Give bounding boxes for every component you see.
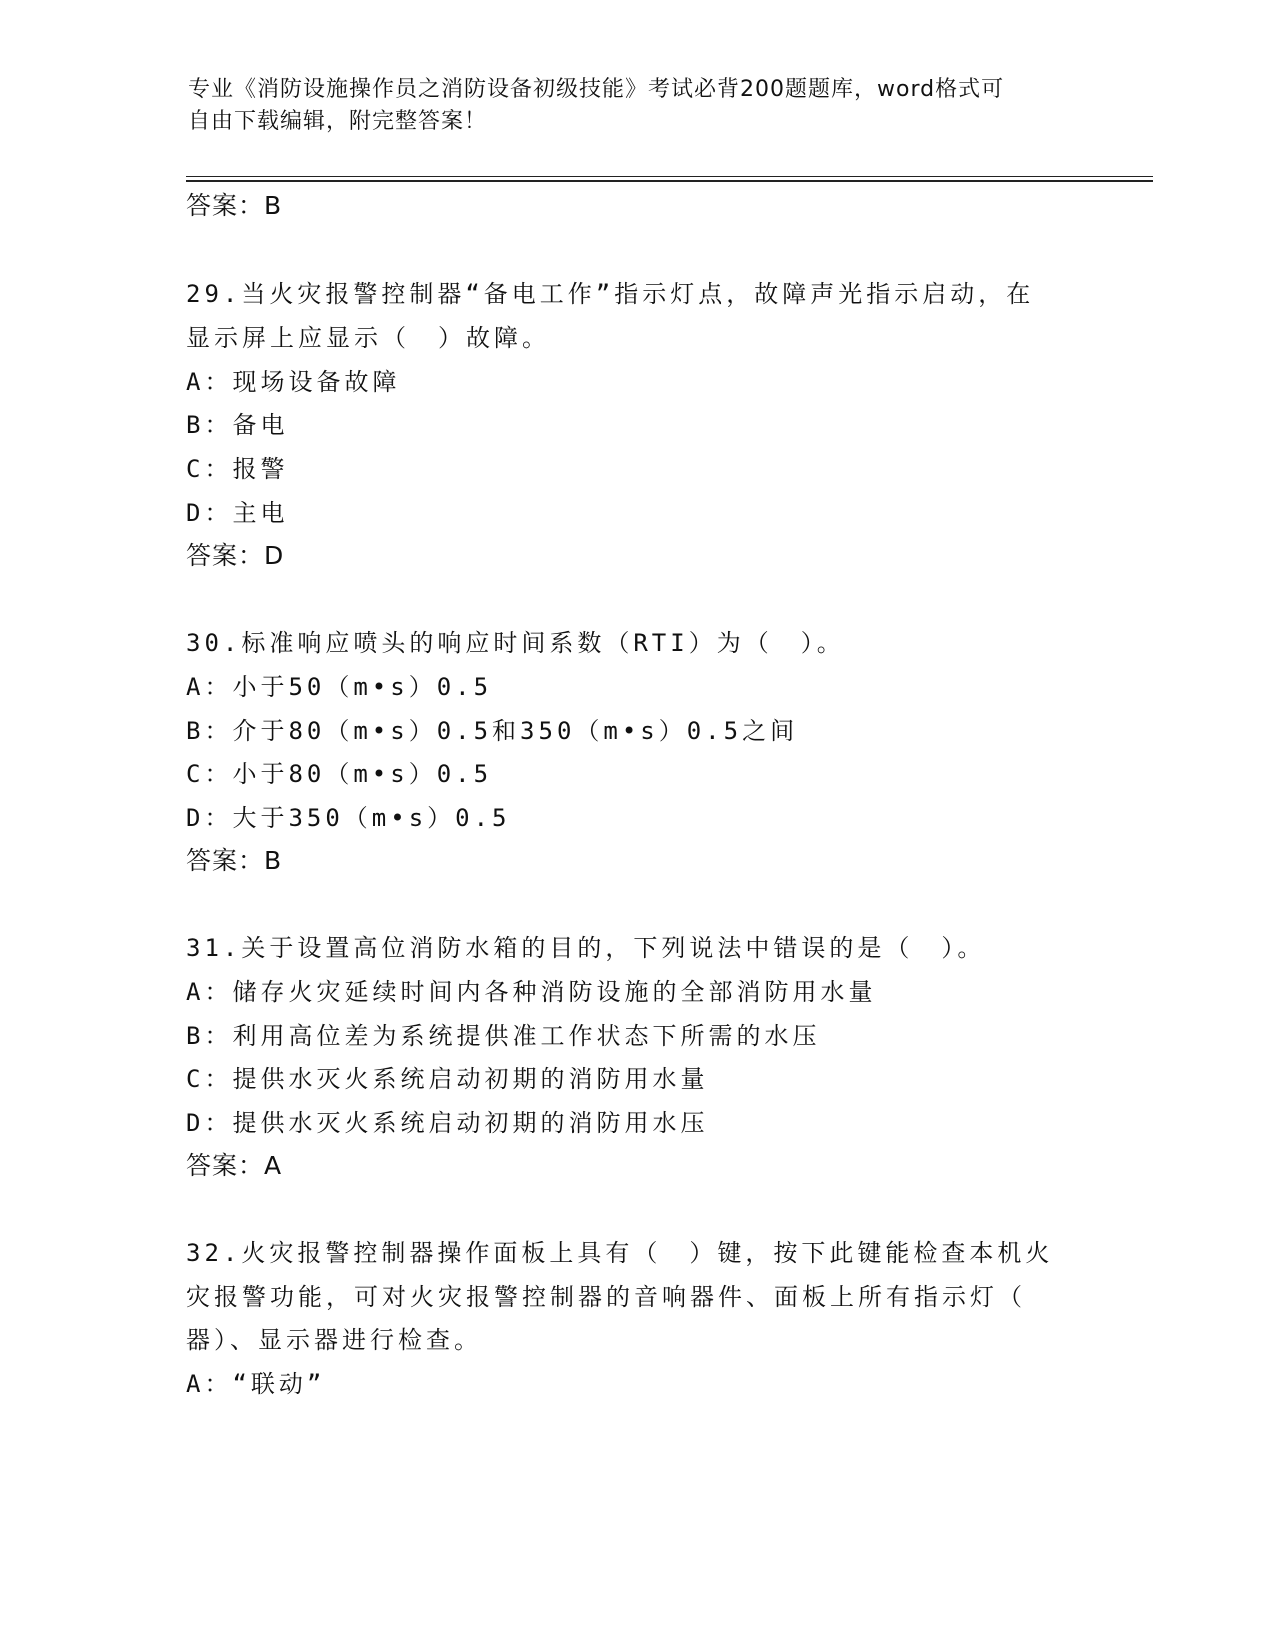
question-30-stem: 30.标准响应喷头的响应时间系数（RTI）为（ ）。: [186, 629, 845, 657]
question-31-option-b: B：利用高位差为系统提供准工作状态下所需的水压: [186, 1022, 821, 1050]
question-32-option-a: A：“联动”: [186, 1370, 326, 1398]
question-31-option-c: C：提供水灭火系统启动初期的消防用水量: [186, 1065, 709, 1093]
question-29-stem: 29.当火灾报警控制器“备电工作”指示灯点，故障声光指示启动，在: [186, 280, 1035, 308]
header-line-2: 自由下载编辑，附完整答案！: [188, 109, 488, 134]
question-29-stem-cont: 显示屏上应显示（ ）故障。: [186, 324, 550, 352]
question-29-option-b: B：备电: [186, 411, 289, 439]
header-rule-thin: [186, 176, 1153, 177]
question-30-option-c: C：小于80（m•s）0.5: [186, 760, 493, 788]
question-31-stem: 31.关于设置高位消防水箱的目的，下列说法中错误的是（ ）。: [186, 934, 986, 962]
question-31-option-a: A：储存火灾延续时间内各种消防设施的全部消防用水量: [186, 978, 877, 1006]
question-30-option-a: A：小于50（m•s）0.5: [186, 673, 493, 701]
question-29-option-d: D：主电: [186, 499, 289, 527]
question-32-stem: 32.火灾报警控制器操作面板上具有（ ）键，按下此键能检查本机火: [186, 1239, 1054, 1267]
question-30-answer: 答案：B: [186, 846, 283, 875]
question-30-option-b: B：介于80（m•s）0.5和350（m•s）0.5之间: [186, 717, 799, 745]
question-32-stem-cont-2: 器）、显示器进行检查。: [186, 1326, 482, 1354]
answer-line: 答案：B: [186, 191, 283, 220]
question-31-answer: 答案：A: [186, 1151, 283, 1180]
header-line-1: 专业《消防设施操作员之消防设备初级技能》考试必背200题题库，word格式可: [188, 77, 1005, 102]
header-rule-thick: [186, 180, 1153, 182]
question-29-answer: 答案：D: [186, 541, 285, 570]
question-29-option-a: A：现场设备故障: [186, 368, 401, 396]
page-header: [188, 74, 1088, 138]
question-30-option-d: D：大于350（m•s）0.5: [186, 804, 511, 832]
question-29-option-c: C：报警: [186, 455, 289, 483]
question-31-option-d: D：提供水灭火系统启动初期的消防用水压: [186, 1109, 709, 1137]
question-32-stem-cont: 灾报警功能，可对火灾报警控制器的音响器件、面板上所有指示灯（: [186, 1283, 1026, 1311]
